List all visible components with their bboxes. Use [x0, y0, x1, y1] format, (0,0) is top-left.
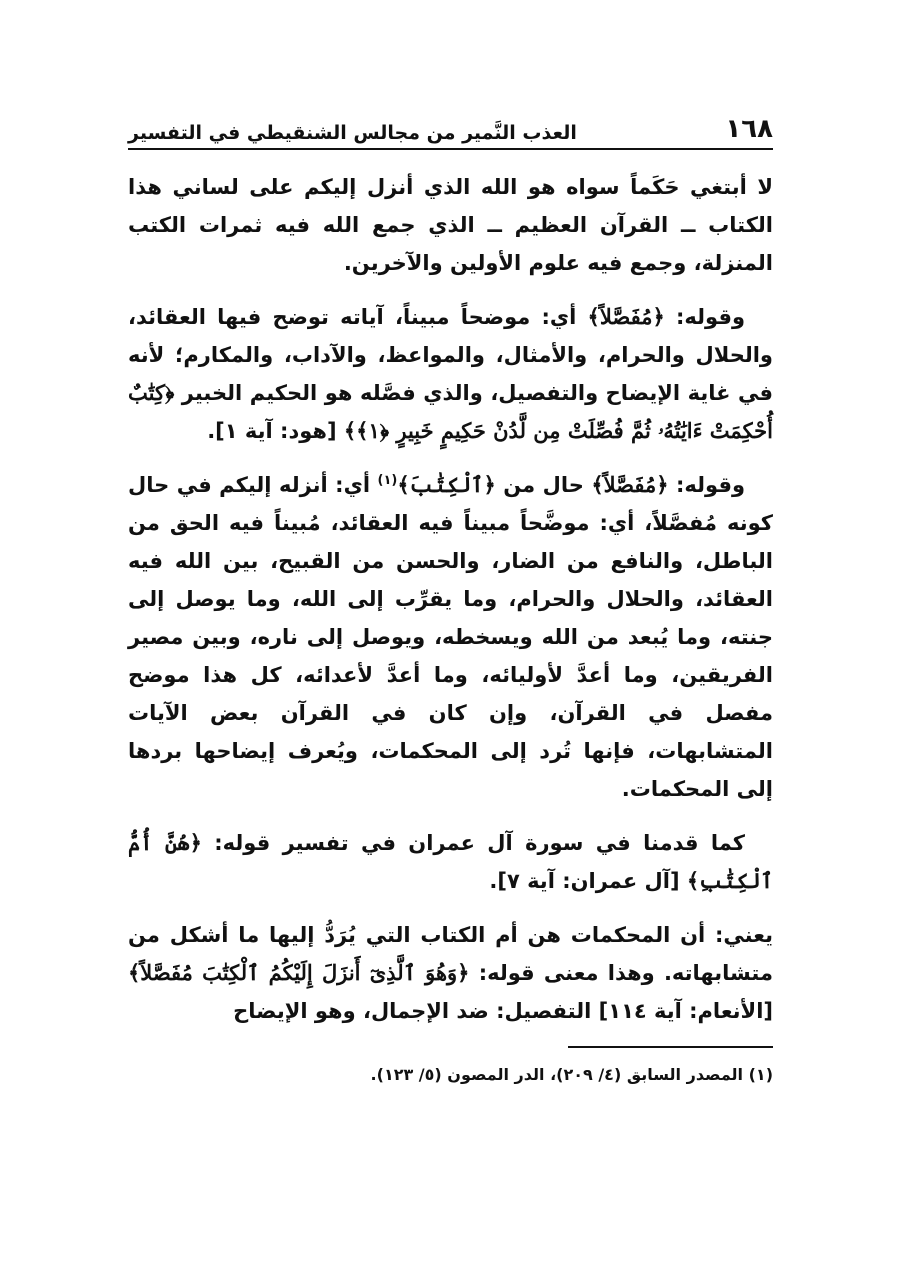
- footnote-marker[interactable]: (١): [377, 473, 398, 488]
- text-segment: لا أبتغي حَكَماً سواه هو الله الذي أنزل إليكم على لساني هذا الكتاب ــ القرآن العظيم ــ الذي جمع الله فيه ثمرات الكتب المنزلة، وجمع فيه علوم الأولين والآخرين.: [128, 175, 773, 275]
- quran-quote: ﴿كِتَٰبٌ أُحْكِمَتْ ءَايَٰتُهُۥ ثُمَّ فُصِّلَتْ مِن لَّدُنْ حَكِيمٍ خَبِيرٍ ﴿١﴾﴾: [128, 380, 773, 443]
- quran-quote: ﴿مُفَصَّلاً﴾: [591, 472, 669, 497]
- body-text: [128, 168, 773, 1030]
- text-segment: وقوله:: [668, 473, 745, 497]
- text-segment: يعني: أن المحكمات هن أم الكتاب التي يُرَدُّ إليها ما أشكل من متشابهاته. وهذا معنى قوله:: [128, 923, 774, 985]
- quran-quote: ﴿مُفَصَّلاً﴾: [587, 304, 665, 329]
- quran-quote: ﴿ٱلْكِتَٰبَ﴾: [397, 472, 496, 497]
- book-page: [128, 100, 773, 1088]
- paragraph: [128, 824, 773, 900]
- running-title: العذب النَّمير من مجالس الشنقيطي في التفسير: [128, 122, 577, 144]
- text-segment: أي: موضحاً مبيناً، آياته توضح فيها العقائد، والحلال والحرام، والأمثال، والمواعظ، والآداب، والمكارم؛ لأنه في غاية الإيضاح والتفصيل، والذي فصَّله هو الحكيم الخبير: [128, 305, 773, 405]
- paragraph: [128, 168, 773, 282]
- page-header: [128, 100, 773, 150]
- paragraph: [128, 466, 773, 808]
- quran-quote: ﴿وَهُوَ ٱلَّذِىٓ أَنزَلَ إِلَيْكُمُ ٱلْكِتَٰبَ مُفَصَّلاً﴾: [128, 960, 470, 985]
- footnote: (١) المصدر السابق (٤/ ٢٠٩)، الدر المصون (٥/ ١٢٣).: [370, 1065, 773, 1084]
- quran-quote: ﴿هُنَّ أُمُّ ٱلْكِتَٰبِ﴾: [128, 830, 773, 893]
- verse-reference: [هود: آية ١].: [207, 419, 344, 443]
- footnotes: [128, 1062, 773, 1088]
- paragraph: [128, 916, 773, 1030]
- text-segment: حال من: [495, 473, 592, 497]
- verse-reference: [آل عمران: آية ٧].: [489, 869, 687, 893]
- text-segment: أي: أنزله إليكم في حال كونه مُفصَّلاً، أي: موضَّحاً مبيناً فيه العقائد، مُبيناً فيه الحق من الباطل، والنافع من الضار، والحسن من القبيح، بين الله فيه العقائد، والحلال والحرام، وما يقرِّب إلى الله، وما يوصل إلى جنته، وما يُبعد من الله ويسخطه، ويوصل إلى ناره، وبين مصير الفريقين، وما أعدَّ لأوليائه، وما أعدَّ لأعدائه، كل هذا موضح مفصل في القرآن، وإن كان في القرآن بعض الآيات المتشابهات، فإنها تُرد إلى المحكمات، ويُعرف إيضاحها بردها إلى المحكمات.: [128, 473, 773, 801]
- text-segment: كما قدمنا في سورة آل عمران في تفسير قوله:: [201, 831, 745, 855]
- text-segment: وقوله:: [664, 305, 745, 329]
- footnote-divider: [568, 1046, 773, 1048]
- text-segment: [الأنعام: آية ١١٤] التفصيل: ضد الإجمال، وهو الإيضاح: [233, 999, 773, 1023]
- paragraph: [128, 298, 773, 450]
- page-number: ١٦٨: [725, 114, 773, 144]
